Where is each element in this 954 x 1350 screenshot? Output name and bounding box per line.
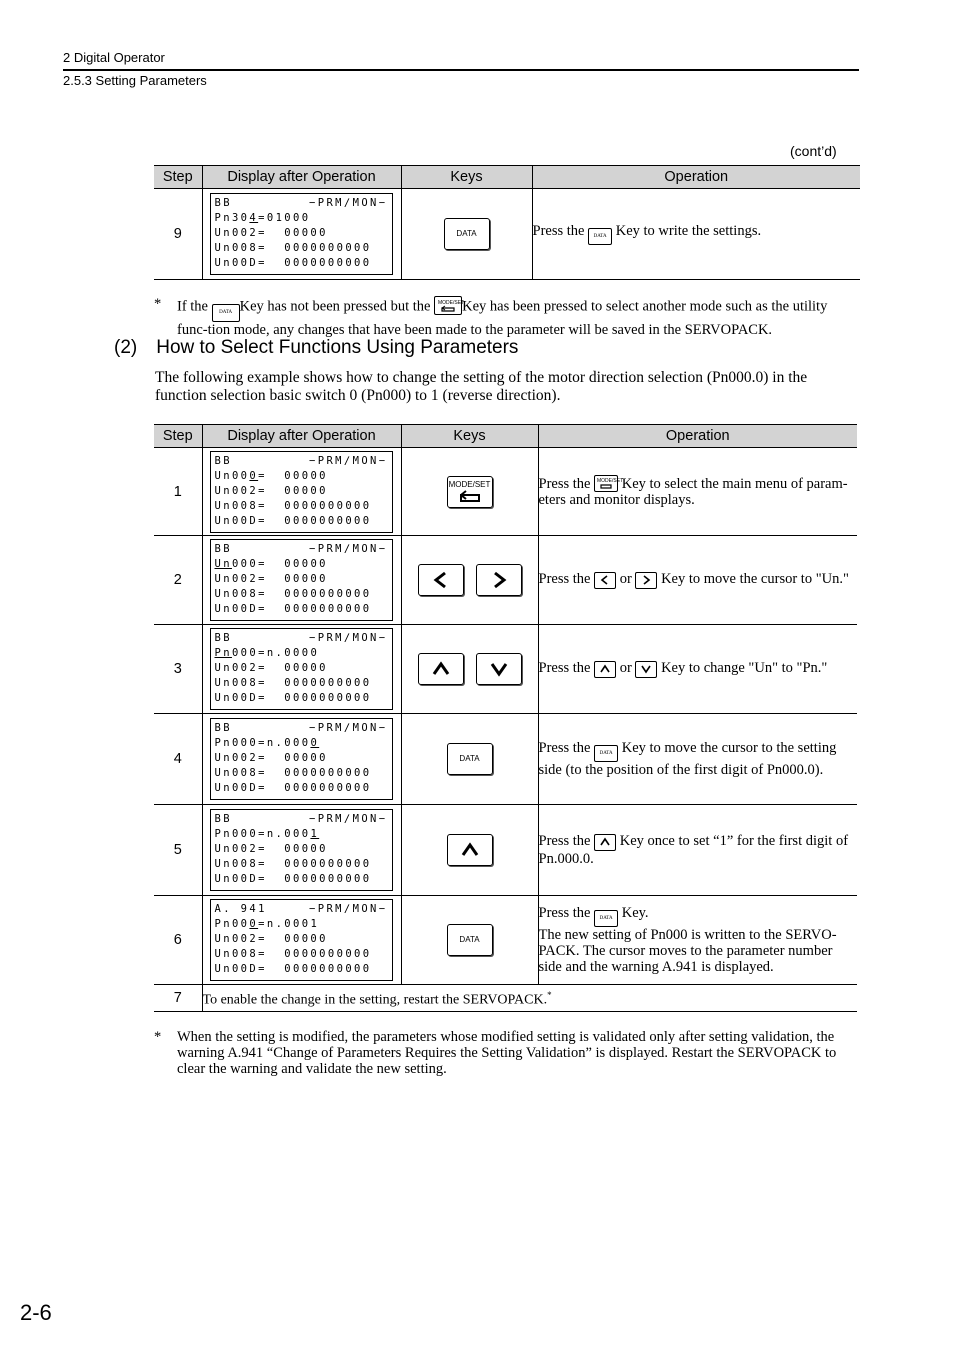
display-cursor: Pn [214,647,232,659]
display-line: Un002= 00000 [214,752,328,764]
display-cell [202,714,401,805]
step-table-2 [154,424,857,1012]
operator-display [210,628,393,710]
table-row [154,896,857,985]
down-arrow-key-icon [476,653,522,685]
step-number: 7 [154,985,202,1012]
up-arrow-key-icon [594,834,616,851]
op-text: Key to change "Un" to "Pn." [661,660,828,677]
op-text: or [619,571,632,588]
col-keys: Keys [401,166,532,189]
display-cell [202,896,401,985]
op-text: Press the [538,571,591,588]
display-status: BB [214,722,232,734]
display-cursor: 0 [249,918,259,930]
display-mode: −PRM∕MON− [309,197,388,209]
display-cell [202,189,401,280]
operator-display [210,718,393,800]
col-step: Step [154,166,202,189]
header-rule [63,69,859,71]
op-text: Key. [621,904,649,921]
display-cursor: 4 [249,212,259,224]
display-line: Un008= 0000000000 [214,948,372,960]
operator-display [210,193,393,275]
col-display: Display after Operation [202,425,401,448]
left-arrow-key-icon [418,564,464,596]
display-cell [202,536,401,625]
operator-display [210,899,393,981]
op-text: Key to move the cursor to "Un." [661,571,849,588]
table-row [154,625,857,714]
op-text: Key to write the settings. [615,222,762,239]
data-key-icon: DATA [444,218,490,250]
restart-instruction [202,985,857,1012]
display-cursor: 0 [310,737,320,749]
page-number: 2-6 [20,1300,52,1325]
col-step: Step [154,425,202,448]
svg-text:MODE/SET: MODE/SET [597,478,624,484]
display-line: Un002= 00000 [214,662,328,674]
table-row [154,536,857,625]
display-status: BB [214,632,232,644]
display-mode: −PRM∕MON− [309,454,388,467]
display-cell [202,448,401,536]
op-text: Key to move the cursor to the setting side (to the position of the first digit of Pn000.0). [538,739,837,779]
display-cursor: 1 [310,828,320,840]
note-text: Key has been pressed to select another mode such as the utility func-tion mode, any changes that have been made to the parameter will be saved in the SERVOPACK. [177,298,828,338]
display-status: BB [214,543,232,555]
display-line: Un00D= 0000000000 [214,514,372,527]
display-line: Un00D= 0000000000 [214,603,372,615]
up-arrow-key-icon [447,834,493,866]
operation-cell [538,714,857,805]
display-line: Un008= 0000000000 [214,767,372,779]
display-line: Un002= 00000 [214,843,328,855]
svg-text:MODE/SET: MODE/SET [438,299,465,306]
keys-cell [401,714,538,805]
display-line: Un008= 0000000000 [214,242,372,254]
display-line: Un008= 0000000000 [214,499,372,512]
display-status: A. 941 [214,903,267,915]
section-title: (2) How to Select Functions Using Parameters [114,337,519,358]
footnote-1 [154,296,859,338]
display-line: Un008= 0000000000 [214,858,372,870]
data-key-icon: DATA [594,745,618,762]
display-line: Un00D= 0000000000 [214,782,372,794]
display-cursor: 0 [249,469,259,482]
display-status: BB [214,454,232,467]
display-mode: −PRM∕MON− [309,543,388,555]
step-number: 2 [154,536,202,625]
up-arrow-key-icon [418,653,464,685]
table-row [154,714,857,805]
data-key-icon: DATA [447,924,493,956]
display-text: =01000 [258,212,311,224]
mode-set-key-icon [447,476,493,508]
note-text: Key has not been pressed but the [239,298,431,315]
op-text: Key once to set “1” for the first digit of Pn.000.0. [538,833,849,867]
col-operation: Operation [538,425,857,448]
col-operation: Operation [532,166,860,189]
display-line: Un002= 00000 [214,227,328,239]
op-text: The new setting of Pn000 is written to the SERVO-PACK. The cursor moves to the parameter number side and the warning A.941 is displayed. [538,927,837,976]
keys-cell [401,189,532,280]
table-row [154,189,860,280]
step-number: 9 [154,189,202,280]
operator-display [210,539,393,621]
left-arrow-key-icon [594,572,616,589]
section-header: 2.5.3 Setting Parameters [63,73,207,88]
up-arrow-key-icon [594,661,616,678]
intro-paragraph: The following example shows how to change the setting of the motor direction selection (Pn000.0) in the function selection basic switch 0 (Pn000) to 1 (reverse direction). [155,369,808,404]
operation-cell [538,625,857,714]
key-label: MODE/SET [448,480,491,489]
display-text: Pn00 [214,918,250,930]
footnote-marker: * [154,1029,162,1045]
display-text: Pn000=n.000 [214,737,311,749]
display-text: 000=n.0000 [231,647,320,659]
keys-cell [401,625,538,714]
footnote-ref: * [547,990,552,1001]
op-text: Press the [538,660,591,677]
operation-cell [538,536,857,625]
keys-cell [401,896,538,985]
display-line: Un002= 00000 [214,933,328,945]
col-keys: Keys [401,425,538,448]
note-text: When the setting is modified, the parameters whose modified setting is validated only after setting validation, the warning A.941 “Change of Parameters Requires the Setting Validation” is displayed. Restart the SERVOPACK to clear the warning and validate the new setting. [177,1029,837,1077]
step-number: 1 [154,448,202,536]
keys-cell [401,448,538,536]
display-line: Un00D= 0000000000 [214,692,372,704]
display-line: Un002= 00000 [214,573,328,585]
display-cell [202,625,401,714]
operator-display [210,451,393,533]
display-text: 000= 00000 [231,558,328,570]
keys-cell [401,805,538,896]
display-status: BB [214,197,232,209]
table-row [154,448,857,536]
display-text: Un00 [214,469,250,482]
operation-cell [538,805,857,896]
display-mode: −PRM∕MON− [309,903,388,915]
down-arrow-key-icon [635,661,657,678]
display-status: BB [214,813,232,825]
table-row [154,985,857,1012]
display-line: Un008= 0000000000 [214,588,372,600]
display-cursor: Un [214,558,232,570]
mode-set-key-icon [594,475,624,492]
footnote-marker: * [154,296,162,312]
op-text: Press the [532,222,585,239]
op-text: To enable the change in the setting, restart the SERVOPACK. [202,992,548,1008]
table-header [154,425,857,448]
data-key-icon: DATA [588,228,612,245]
op-text: Press the [538,739,591,756]
right-arrow-key-icon [476,564,522,596]
display-cell [202,805,401,896]
step-table-1 [154,165,860,280]
operation-cell [532,189,860,280]
op-text: Press the [538,476,591,492]
note-text: If the [177,298,208,315]
operation-cell [538,896,857,985]
table-header [154,166,860,189]
step-number: 3 [154,625,202,714]
data-key-icon: DATA [212,304,240,322]
step-number: 6 [154,896,202,985]
right-arrow-key-icon [635,572,657,589]
col-display: Display after Operation [202,166,401,189]
display-line: Un00D= 0000000000 [214,257,372,269]
step-number: 4 [154,714,202,805]
operation-cell [538,448,857,536]
display-line: Un008= 0000000000 [214,677,372,689]
display-text: Pn30 [214,212,250,224]
display-text: =n.0001 [258,918,320,930]
display-mode: −PRM∕MON− [309,632,388,644]
step-number: 5 [154,805,202,896]
operator-display [210,809,393,891]
keys-cell [401,536,538,625]
contd-label: (cont’d) [790,143,837,159]
footnote-2 [154,1029,842,1077]
data-key-icon: DATA [447,743,493,775]
display-text: = 00000 [258,469,328,482]
table-row [154,805,857,896]
display-line: Un00D= 0000000000 [214,873,372,885]
display-mode: −PRM∕MON− [309,722,388,734]
op-text: Press the [538,833,591,850]
op-text: Key to select the main menu of param-eters and monitor displays. [538,476,848,508]
op-text: or [619,660,632,677]
data-key-icon: DATA [594,910,618,927]
display-line: Un002= 00000 [214,484,328,497]
op-text: Press the [538,904,591,921]
display-mode: −PRM∕MON− [309,813,388,825]
display-line: Un00D= 0000000000 [214,963,372,975]
display-text: Pn000=n.000 [214,828,311,840]
mode-set-key-icon [434,296,465,315]
chapter-header: 2 Digital Operator [63,50,165,65]
